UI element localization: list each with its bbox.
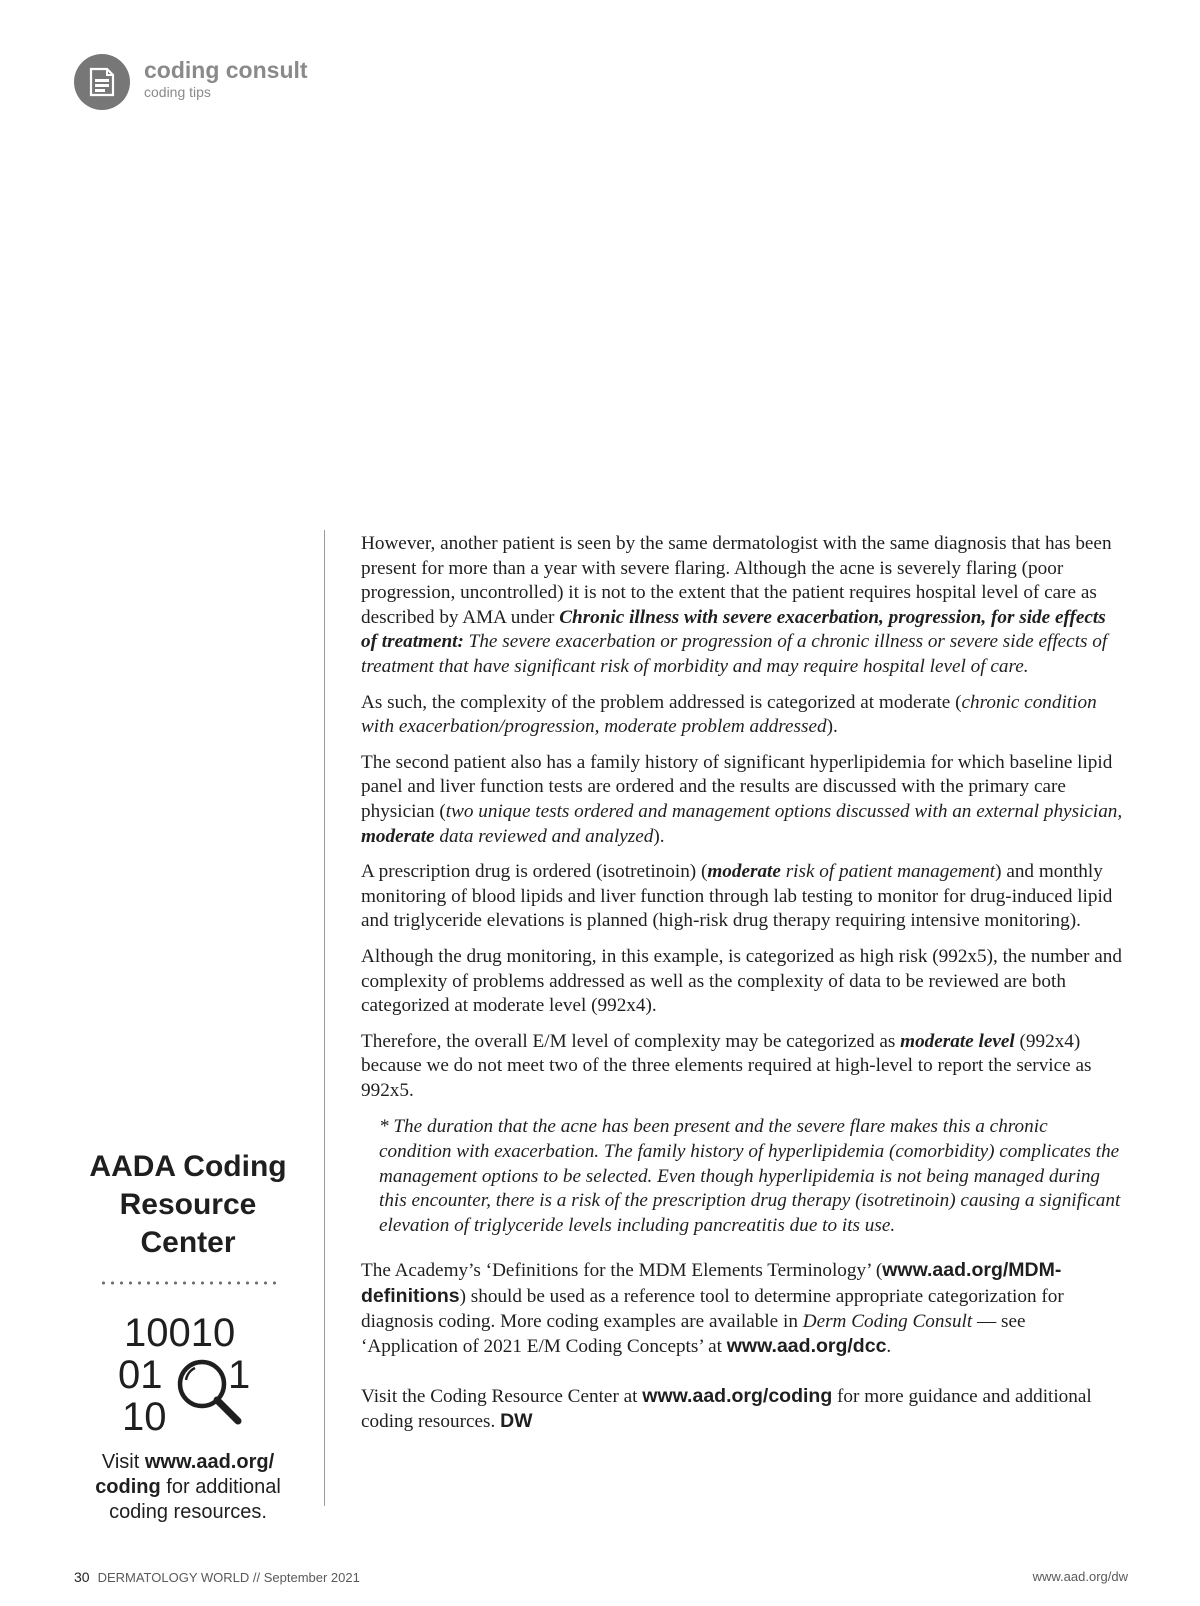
dcc-link[interactable]: www.aad.org/dcc xyxy=(726,1335,887,1358)
callout-visit-text: Visit www.aad.org/ coding for additional coding resources. xyxy=(95,1451,281,1523)
footer-website-link[interactable]: www.aad.org/dw xyxy=(1032,1569,1128,1584)
paragraph: A prescription drug is ordered (isotretinoin) (moderate risk of patient management) and monthly monitoring of blood lipids and liver function through lab testing to monitor for drug-induced lipid and triglyceride elevations is planned (high-risk drug therapy requiring intensive monitoring). xyxy=(361,861,1113,932)
callout-link-cont[interactable]: coding xyxy=(95,1476,161,1498)
footnote: * The duration that the acne has been present and the severe flare makes this a chronic condition with exacerbation. The family history of hyperlipidemia (comorbidity) complicates the management options to be selected. Even though hyperlipidemia is not being managed during this encounter, there is a risk of the prescription drug therapy (isotretinoin) causing a significant elevation of triglyceride levels including pancreatitis due to its use. xyxy=(379,1116,1121,1236)
paragraph: Therefore, the overall E/M level of complexity may be categorized as moderate level (992x4) because we do not meet two of the three elements required at high-level to report the service as 992x5. xyxy=(361,1030,1092,1101)
svg-text:10010: 10010 xyxy=(124,1311,236,1355)
paragraph: As such, the complexity of the problem addressed is categorized at moderate (chronic condition with exacerbation/progression, moderate problem addressed). xyxy=(361,691,1097,738)
paragraph: However, another patient is seen by the same dermatologist with the same diagnosis that has been present for more than a year with severe flaring. Although the acne is severely flaring (poor progression, uncontrolled) it is not to the extent that the patient requires hospital level of care as described by AMA under Chronic illness with severe exacerbation, progression, for side effects of treatment: The severe exacerbation or progression of a chronic illness or severe side effects of treatment that have significant risk of morbidity and may require hospital level of care. xyxy=(361,533,1112,677)
paragraph: Visit the Coding Resource Center at www.aad.org/coding for more guidance and additional coding resources. DW xyxy=(361,1384,1092,1433)
section-header xyxy=(74,54,308,110)
page-footer-left xyxy=(74,1569,360,1585)
article-body xyxy=(361,532,1123,1446)
resource-center-callout xyxy=(70,1148,306,1525)
coding-link[interactable]: www.aad.org/coding xyxy=(642,1384,833,1407)
paragraph: The Academy’s ‘Definitions for the MDM Elements Terminology’ (www.aad.org/MDM-definitions) should be used as a reference tool to determine appropriate categorization for diagnosis coding. More coding examples are available in Derm Coding Consult — see ‘Application of 2021 E/M Coding Concepts’ at www.aad.org/dcc. xyxy=(361,1259,1064,1358)
paragraph: The second patient also has a family history of significant hyperlipidemia for which baseline lipid panel and liver function tests are ordered and the results are discussed with the primary care physician (two unique tests ordered and management options discussed with an external physician, moderate data reviewed and analyzed). xyxy=(361,751,1123,847)
section-subtitle: coding tips xyxy=(144,84,211,100)
callout-link[interactable]: www.aad.org/ xyxy=(144,1451,275,1473)
page-number: 30 xyxy=(74,1569,90,1585)
svg-text:10: 10 xyxy=(122,1395,167,1436)
section-title: coding consult xyxy=(144,57,308,83)
binary-magnifier-icon xyxy=(118,1308,258,1436)
svg-text:1: 1 xyxy=(228,1353,251,1397)
section-icon-badge xyxy=(74,54,130,110)
paragraph: Although the drug monitoring, in this example, is categorized as high risk (992x5), the number and complexity of problems addressed as well as the complexity of data to be reviewed are both categorized at moderate level (992x4). xyxy=(361,945,1122,1017)
document-icon xyxy=(88,67,116,97)
callout-title: AADA Coding Resource Center xyxy=(89,1150,287,1259)
mdm-definitions-link[interactable]: www.aad.org/MDM-definitions xyxy=(361,1259,1062,1308)
publication-line: DERMATOLOGY WORLD // September 2021 xyxy=(97,1570,360,1585)
svg-text:01: 01 xyxy=(118,1353,163,1397)
end-mark: DW xyxy=(500,1410,533,1433)
dotted-divider xyxy=(99,1280,277,1286)
column-divider xyxy=(324,530,325,1506)
